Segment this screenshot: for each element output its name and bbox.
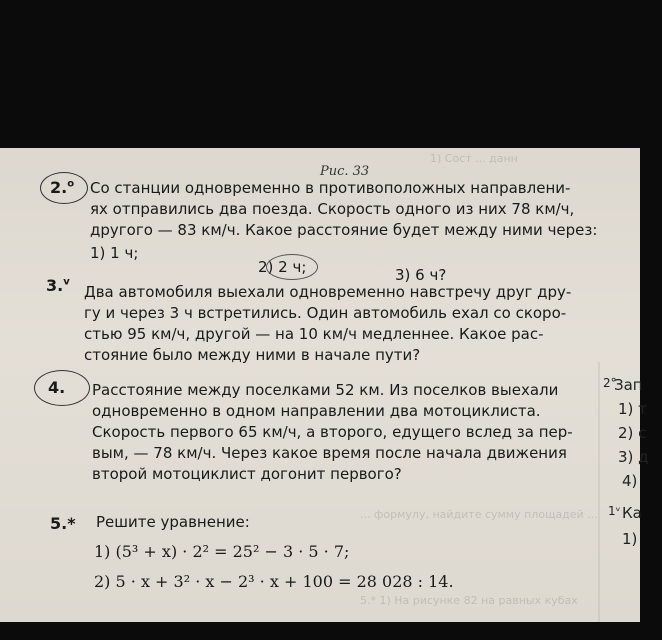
problem-3-text [84,282,571,366]
bleed-through-text: 5.* 1) На рисунке 82 на равных кубах [360,594,578,607]
text-line: стояние было между ними в начале пути? [84,346,421,364]
text-line: Расстояние между поселками 52 км. Из поселков выехали [92,381,559,399]
problem-4-text [92,380,573,485]
side-mark-1: 1ᵛ [608,504,621,518]
text-line: ях отправились два поезда. Скорость одного из них 78 км/ч, [90,200,575,218]
problem-number-2: 2.$^o$ [50,178,75,197]
problem-number-5: 5.* [50,514,76,533]
problem-2-option-1: 1) 1 ч; [90,244,139,262]
side-text-1: Зап [614,376,643,394]
problem-5-title: Решите уравнение: [96,513,250,531]
problem-2-option-3: 3) 6 ч? [395,266,447,284]
page-fold [598,362,600,622]
textbook-page [0,148,649,622]
equation-2: 2) 5 · x + 3² · x − 2³ · x + 100 = 28 028 : 14. [94,572,454,591]
side-text-3: 2) с [618,424,647,442]
text-line: Со станции одновременно в противоположных направлени- [90,179,571,197]
problem-number-4: 4. [48,378,66,397]
text-line: одновременно в одном направлении два мотоциклиста. [92,402,541,420]
text-line: стью 95 км/ч, другой — на 10 км/ч медленнее. Какое рас- [84,325,544,343]
text-line: вым, — 78 км/ч. Через какое время после начала движения [92,444,567,462]
text-line: другого — 83 км/ч. Какое расстояние будет между ними через: [90,221,598,239]
bleed-through-text: ... формулу, найдите сумму площадей ... [360,508,598,521]
handwritten-circle-answer [266,254,318,280]
text-line: Скорость первого 65 км/ч, а второго, едущего вслед за пер- [92,423,573,441]
side-text-6: Ка [622,504,642,522]
problem-2-text [90,178,597,241]
equation-1: 1) (5³ + x) · 2² = 25² − 3 · 5 · 7; [94,542,350,561]
text-line: гу и через 3 ч встретились. Один автомобиль ехал со скоро- [84,304,567,322]
figure-caption: Рис. 33 [320,164,370,179]
text-line: второй мотоциклист догонит первого? [92,465,402,483]
problem-number-3: 3.$^v$ [46,276,70,295]
problem-2-option-2: 2) 2 ч; [258,258,307,276]
side-text-4: 3) д [618,448,649,466]
text-line: Два автомобиля выехали одновременно навстречу друг дру- [84,283,572,301]
bleed-through-text: 1) Сост ... данн [430,152,518,165]
side-text-2: 1) т [618,400,647,418]
side-text-7: 1) [622,530,638,548]
side-mark-2: 2° [603,376,617,390]
side-text-5: 4) [622,472,638,490]
